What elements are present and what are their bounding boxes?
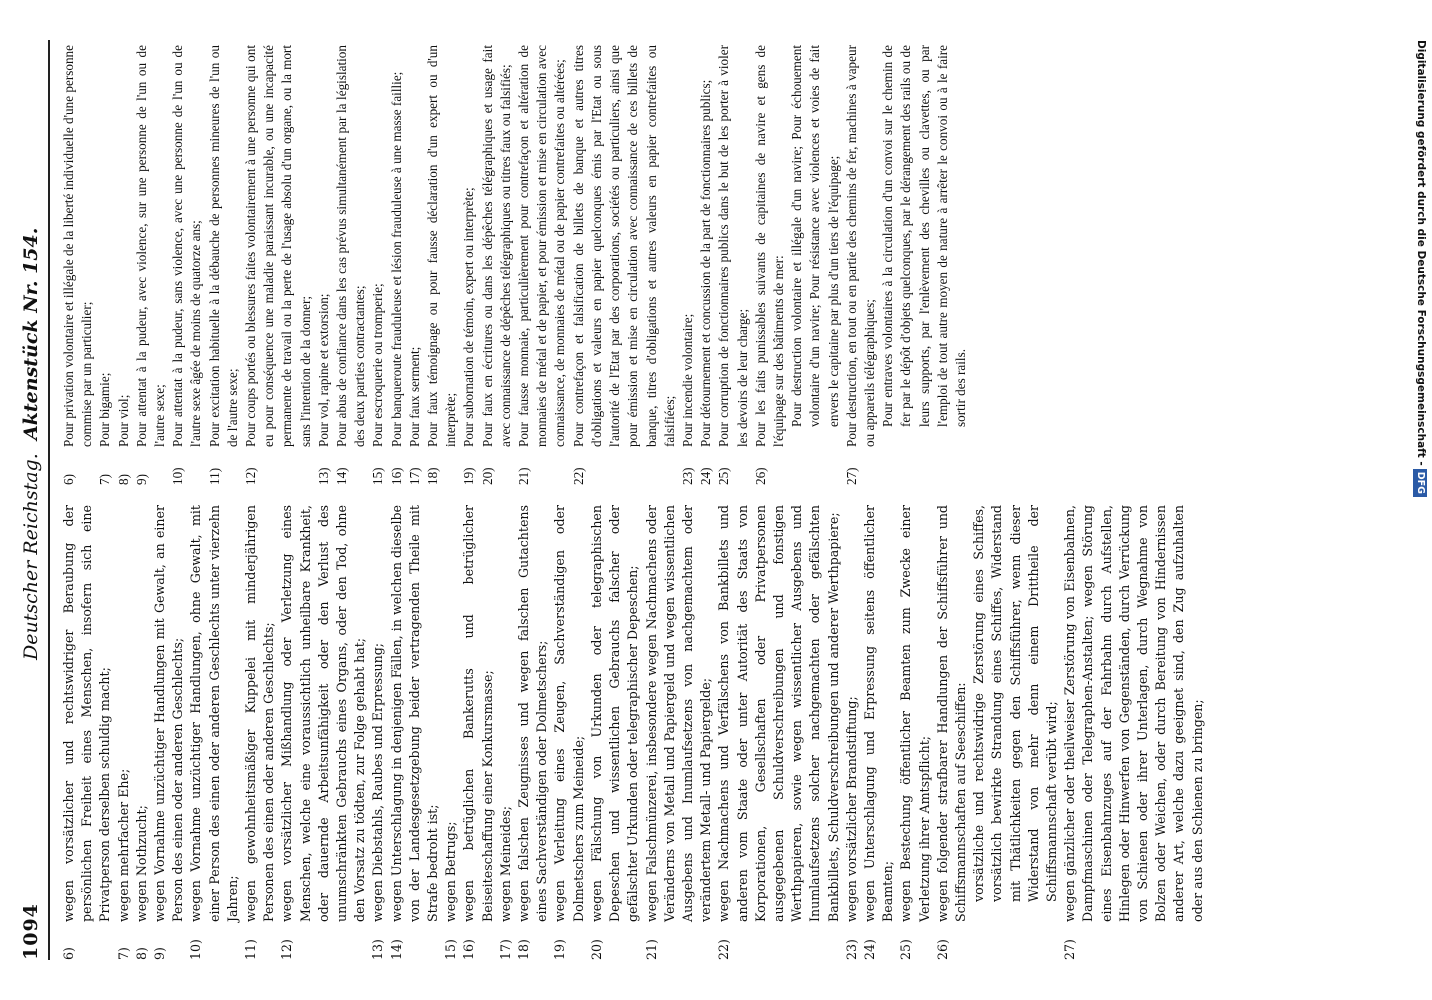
german-item-number: 9) <box>152 947 168 960</box>
german-item-text: wegen Falschmünzerei, insbesondere wegen Nachmachens oder Veränderns von Metall und Papiergeld und wegen wissentlichen Ausgebens und Inumlaufsetzens von nachgemachtem oder verändertem Metall- und Papiergelde; <box>643 505 714 922</box>
german-paragraph <box>278 505 369 960</box>
german-item-text: wegen vorsätzlicher Brandstiftung; <box>843 696 859 922</box>
german-item-number: 27) <box>1062 939 1078 960</box>
page-header <box>18 40 50 960</box>
german-paragraph <box>442 505 460 960</box>
french-item-number: 16) <box>388 467 404 485</box>
french-item-number: 13) <box>315 467 331 485</box>
german-paragraph <box>934 505 970 960</box>
french-paragraph <box>169 45 205 485</box>
french-item-text: Pour corruption de fonctionnaires publics dans le but de les porter à violer les devoirs de leur charge; <box>716 45 750 447</box>
french-item-number: 18) <box>425 467 441 485</box>
french-paragraph <box>752 45 788 485</box>
french-item-text: Pour détournement et concussion de la part de fonctionnaires publics; <box>698 79 714 447</box>
french-paragraph <box>388 45 406 485</box>
french-item-text: Pour attentat à la pudeur, avec violence, sur une personne de l'un ou de l'autre sexe; <box>133 45 168 447</box>
french-item-number: 10) <box>170 467 186 485</box>
french-item-text: Pour destruction, en tout ou en partie des chemins de fer, machines à vapeur ou appareils télégraphiques; <box>843 45 877 447</box>
german-paragraph <box>897 505 933 960</box>
german-item-text: wegen Betrugs; <box>443 821 459 922</box>
german-item-number: 17) <box>497 939 513 960</box>
german-item-text: wegen gewohnheitsmäßiger Kuppelei mit minderjährigen Personen des einen oder anderen Geschlechts; <box>243 505 277 922</box>
french-paragraph <box>879 45 970 427</box>
french-item-text: Pour viol; <box>115 394 131 447</box>
french-paragraph <box>206 45 242 485</box>
french-paragraph <box>788 45 843 427</box>
french-paragraph <box>115 45 133 485</box>
french-item-number: 14) <box>334 467 350 485</box>
german-item-text: wegen mehrfacher Ehe; <box>115 768 131 922</box>
french-item-number: 20) <box>479 467 495 485</box>
german-item-number: 7) <box>115 947 131 960</box>
french-item-number: 21) <box>516 467 532 485</box>
french-item-number: 27) <box>843 467 859 485</box>
french-item-text: Pour subornation de témoin, expert ou interprète; <box>461 187 477 447</box>
french-paragraph <box>679 45 697 485</box>
french-item-text: Pour vol, rapine et extorsion; <box>315 293 331 447</box>
german-item-number: 8) <box>133 947 149 960</box>
german-item-number: 15) <box>443 939 459 960</box>
german-paragraph <box>551 505 587 960</box>
german-item-text: vorsätzliche und rechtswidrige Zerstörung eines Schiffes, vorsätzlich bewirkte Strandung eines Schiffes, Widerstand mit Thätlichkeiten gegen den Schiffsführer, wenn dieser Widerstand von mehr denn einem Drittheile der Schiffsmannschaft verübt wird; <box>971 505 1059 902</box>
french-paragraph <box>60 45 96 485</box>
french-item-number: 12) <box>243 467 259 485</box>
german-paragraph <box>60 505 115 960</box>
german-item-number: 23) <box>843 939 859 960</box>
french-item-number: 6) <box>61 474 76 485</box>
french-item-text: Pour entraves volontaires à la circulation d'un convoi sur le chemin de fer par le dépôt d'objets quelconques, par le dérangement des rails ou de leurs supports, par l'enlèvement des chevilles ou clavettes, ou par l'emploi de tout autre moyen de nature à arrêter le convoi ou à le faire sortir des rails. <box>880 45 968 427</box>
french-item-text: Pour destruction volontaire et illégale d'un navire; Pour échouement volontaire d'un navire; Pour résistance avec violences et voies de fait envers le capitaine par plus d'un tiers de l'équipage; <box>789 45 841 427</box>
french-item-text: Pour escroquerie ou tromperie; <box>370 283 386 447</box>
dfg-logo-badge: DFG <box>1413 469 1427 497</box>
german-item-number: 12) <box>279 939 295 960</box>
french-item-number: 22) <box>570 467 586 485</box>
german-paragraph <box>115 505 133 960</box>
page-number: 1094 <box>20 903 42 960</box>
german-paragraph <box>187 505 242 960</box>
french-item-number: 19) <box>461 467 477 485</box>
french-paragraph <box>515 45 570 485</box>
german-item-number: 19) <box>552 939 568 960</box>
french-item-text: Pour abus de confiance dans les cas prévus simultanément par la législation des deux parties contractantes; <box>334 45 368 447</box>
german-item-text: wegen Fälschung von Urkunden oder telegraphischen Depeschen und wissentlichen Gebrauchs falscher oder gefälschter Urkunden oder telegraphischer Depeschen; <box>588 505 641 922</box>
german-paragraph <box>588 505 643 960</box>
french-item-number: 11) <box>206 467 222 485</box>
french-paragraph <box>406 45 424 485</box>
german-item-text: wegen falschen Zeugnisses und wegen falschen Gutachtens eines Sachverständigen oder Dolmetschers; <box>516 505 550 922</box>
german-item-text: wegen Verleitung eines Zeugen, Sachverständigen oder Dolmetschers zum Meineide; <box>552 505 586 922</box>
german-item-text: wegen folgender strafbarer Handlungen der Schiffsführer und Schiffsmannschaften auf Seeschiffen: <box>934 505 968 922</box>
german-item-text: wegen Nachmachens und Verfälschens von Bankbillets und anderen vom Staate oder unter Autorität des Staats von Korporationen, Gesellschaften oder Privatpersonen ausgegebenen Schuldverschreibungen und fonstigen Werthpapieren, sowie wegen wissentlicher Ausgebens und Inumlaufsetzens solcher nachgemachten oder gefälschten Bankbillets, Schuldverschreibungen und anderer Werthpapiere; <box>716 505 841 922</box>
french-item-number: 15) <box>370 467 386 485</box>
french-item-text: Pour coups portés ou blessures faites volontairement à une personne qui ont eu pour conséquence une maladie paraissant incurable, ou une incapacité permanente de travail ou la perte de l'usage absolu d'un organe, ou la mort sans l'intention de la donner; <box>243 45 313 447</box>
german-item-number: 26) <box>934 939 950 960</box>
french-item-number: 26) <box>752 467 768 485</box>
french-paragraph <box>333 45 369 485</box>
french-paragraph <box>315 45 333 485</box>
german-paragraph <box>151 505 187 960</box>
stamp-text: Digitalisierung gefördert durch die Deutsche Forschungsgemeinschaft - <box>1415 40 1427 466</box>
german-item-text: wegen Vornahme unzüchtiger Handlungen, ohne Gewalt, mit einer Person des einen oder anderen Geschlechts unter vierzehn Jahren; <box>188 505 240 922</box>
german-item-text: wegen Nothzucht; <box>133 805 149 922</box>
french-item-text: Pour fausse monnaie, particulièrement pour contrefaçon et altération de monnaies de métal et de papier, et pour émission et mise en circulation avec connaissance, de monnaies de métal ou de papier contrefaites ou altérées; <box>516 45 568 447</box>
german-item-text: wegen Unterschlagung in denjenigen Fällen, in welchen dieselbe von der Landesgesetzgebung beider vertragenden Theile mit Strafe bedroht ist; <box>388 505 441 922</box>
german-paragraph <box>460 505 496 960</box>
german-item-number: 11) <box>243 939 259 960</box>
french-item-text: Pour attentat à la pudeur, sans violence, avec une personne de l'un ou de l'autre sexe âgée de moins de quatorze ans; <box>170 45 204 447</box>
german-paragraph <box>970 505 1061 902</box>
french-column <box>60 45 970 485</box>
german-item-text: wegen vorsätzlicher Mißhandlung oder Verletzung eines Menschen, welche eine voraussichtlich unheilbare Krankheit, oder dauernde Arbeitsunfähigkeit oder den Verlust des unumschränkten Gebrauchs eines Organs, oder den Tod, ohne den Vorsatz zu tödten, zur Folge gehabt hat; <box>279 505 368 922</box>
german-item-number: 22) <box>716 939 732 960</box>
german-item-number: 14) <box>388 939 404 960</box>
french-paragraph <box>843 45 879 485</box>
french-item-number: 9) <box>133 474 149 485</box>
german-paragraph <box>1061 505 1207 960</box>
french-paragraph <box>697 45 715 485</box>
french-item-text: Pour excitation habituelle à la débauche de personnes mineures de l'un ou de l'autre sexe; <box>206 45 240 447</box>
french-paragraph <box>479 45 515 485</box>
german-item-text: wegen Bestechung öffentlicher Beamten zum Zwecke einer Verletzung ihrer Amtspflicht; <box>898 505 932 922</box>
german-item-text: wegen Vornahme unzüchtiger Handlungen mit Gewalt, an einer Person des einen oder anderen Geschlechts; <box>152 505 186 922</box>
german-item-text: wegen Unterschlagung und Erpressung seitens öffentlicher Beamten; <box>861 505 896 922</box>
french-item-text: Pour faux témoignage ou pour fausse déclaration d'un expert ou d'un interprète; <box>425 45 459 447</box>
french-paragraph <box>242 45 315 485</box>
french-item-text: Pour contrefaçon et falsification de billets de banque et autres titres d'obligations et valeurs en papier quelconques émis par l'Etat ou sous l'autorité de l'Etat par des corporations, sociétés ou particuliers, ainsi que pour émission et mise en circulation avec connaissance de ces billets de banque, titres d'obligations et autres valeurs en papier contrefaites ou falsifiées; <box>570 45 677 447</box>
french-paragraph <box>96 45 114 485</box>
german-item-number: 24) <box>861 939 877 960</box>
german-item-text: wegen vorsätzlicher und rechtswidriger Beraubung der persönlichen Freiheit eines Menschen, insofern sich eine Privatperson derselben schuldig macht; <box>61 505 113 922</box>
french-item-number: 17) <box>406 467 422 485</box>
german-item-text: wegen Diebstahls, Raubes und Erpressung; <box>370 643 386 922</box>
french-paragraph <box>715 45 751 485</box>
french-item-text: Pour banqueroute frauduleuse et lésion frauduleuse à une masse faillie; <box>388 71 404 447</box>
german-paragraph <box>843 505 861 960</box>
german-paragraph <box>497 505 515 960</box>
german-item-number: 13) <box>370 939 386 960</box>
french-item-text: Pour les faits punissables suivants de capitaines de navire et gens de l'équipage sur des bâtiments de mer: <box>752 45 786 447</box>
french-item-number: 7) <box>97 474 113 485</box>
german-item-number: 20) <box>588 939 604 960</box>
french-paragraph <box>133 45 169 485</box>
german-paragraph <box>242 505 278 960</box>
header-left-title: Deutscher Reichstag. <box>20 453 42 660</box>
french-item-text: Pour privation volontaire et illégale de la liberté individuelle d'une personne commise par un particulier; <box>61 45 95 447</box>
french-item-number: 23) <box>679 467 695 485</box>
german-item-text: wegen gänzlicher oder theilweiser Zerstörung von Eisenbahnen, Dampfmaschinen oder Telegraphen-Anstalten; wegen Störung eines Eisenbahnzuges auf der Fahrbahn durch Aufstellen, Hinlegen oder Hinwerfen von Gegenständen, durch Verrückung von Schienen oder ihrer Unterlagen, durch Wegnahme von Bolzen oder Weichen, oder durch Bereitung von Hindernissen anderer Art, welche dazu geeignet sind, den Zug aufzuhalten oder aus den Schienen zu bringen; <box>1062 505 1205 922</box>
german-item-text: wegen Meineides; <box>497 805 513 922</box>
french-item-text: Pour bigamie; <box>97 372 113 447</box>
german-item-number: 25) <box>898 939 914 960</box>
french-item-text: Pour faux serment; <box>406 346 422 447</box>
german-item-number: 18) <box>516 939 532 960</box>
header-right-title: Aktenstück Nr. 154. <box>20 227 42 440</box>
french-item-number: 25) <box>716 467 732 485</box>
german-item-number: 21) <box>643 939 659 960</box>
german-item-number: 10) <box>188 939 204 960</box>
french-item-text: Pour incendie volontaire; <box>679 313 695 447</box>
french-paragraph <box>460 45 478 485</box>
german-paragraph <box>715 505 842 960</box>
german-item-text: wegen betrüglichen Bankerutts und betrüglicher Beiseiteschaffung einer Konkursmasse; <box>461 505 495 922</box>
digitization-stamp <box>1414 40 1428 980</box>
french-item-text: Pour faux en écritures ou dans les dépêches télégraphiques et usage fait avec connaissance de dépêches télégraphiques ou titres faux ou falsifiés; <box>479 45 513 447</box>
german-paragraph <box>133 505 151 960</box>
german-paragraph <box>643 505 716 960</box>
french-paragraph <box>570 45 679 485</box>
german-item-number: 16) <box>461 939 477 960</box>
german-column <box>60 505 1207 960</box>
german-item-number: 6) <box>61 947 76 960</box>
french-item-number: 24) <box>698 467 714 485</box>
german-paragraph <box>861 505 897 960</box>
german-paragraph <box>369 505 387 960</box>
french-paragraph <box>424 45 460 485</box>
german-paragraph <box>388 505 443 960</box>
german-paragraph <box>515 505 551 960</box>
french-paragraph <box>369 45 387 485</box>
french-item-number: 8) <box>115 474 131 485</box>
